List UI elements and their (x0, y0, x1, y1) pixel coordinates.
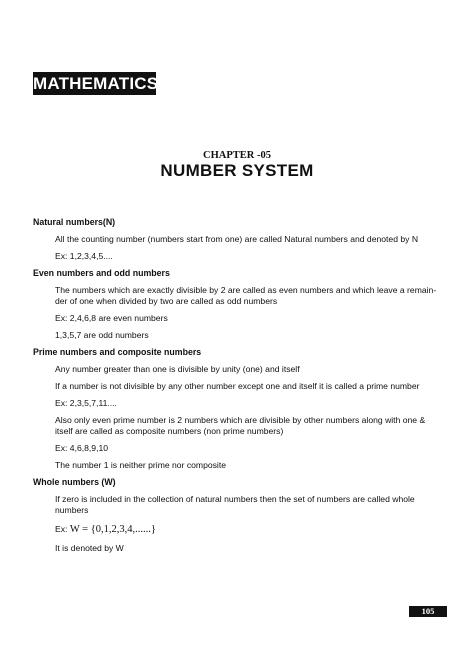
section-heading: Natural numbers(N) (33, 217, 116, 227)
paragraph: If zero is included in the collection of natural numbers then the set of numbers are called whole numbers (55, 494, 415, 515)
section-heading: Whole numbers (W) (33, 477, 116, 487)
section-natural-numbers (33, 217, 443, 262)
section-heading: Even numbers and odd numbers (33, 268, 170, 278)
page-number-badge: 105 (409, 606, 447, 617)
paragraph: It is denoted by W (55, 543, 124, 553)
section-prime-composite-numbers (33, 347, 443, 471)
paragraph: Any number greater than one is divisible by unity (one) and itself (55, 364, 300, 374)
example-text: 1,3,5,7 are odd numbers (55, 330, 149, 340)
section-heading: Prime numbers and composite numbers (33, 347, 202, 357)
example-text: Ex: 2,3,5,7,11.... (55, 398, 117, 408)
whole-numbers-set-formula: W = {0,1,2,3,4,......} (69, 524, 156, 535)
paragraph: Also only even prime number is 2 numbers which are divisible by other numbers along with one & itself are called as composite numbers (non prime numbers) (55, 415, 426, 436)
example-prefix: Ex: (55, 524, 68, 534)
paragraph: If a number is not divisible by any other number except one and itself it is called a prime number (55, 381, 420, 391)
example-formula-line (55, 524, 443, 535)
paragraph: All the counting number (numbers start from one) are called Natural numbers and denoted by N (55, 234, 419, 244)
example-text: Ex: 2,4,6,8 are even numbers (55, 313, 168, 323)
example-text: Ex: 4,6,8,9,10 (55, 443, 109, 453)
paragraph: The number 1 is neither prime nor composite (55, 460, 226, 470)
paragraph: The numbers which are exactly divisible by 2 are called as even numbers and which leave a remain-der of one when divided by two are called as odd numbers (55, 285, 437, 306)
section-even-odd-numbers (33, 268, 443, 341)
section-whole-numbers (33, 477, 443, 554)
subject-banner: MATHEMATICS (33, 74, 159, 93)
chapter-label: CHAPTER -05 (203, 150, 271, 161)
document-body (33, 217, 443, 560)
example-text: Ex: 1,2,3,4,5.... (55, 251, 113, 261)
chapter-title: NUMBER SYSTEM (160, 161, 314, 180)
